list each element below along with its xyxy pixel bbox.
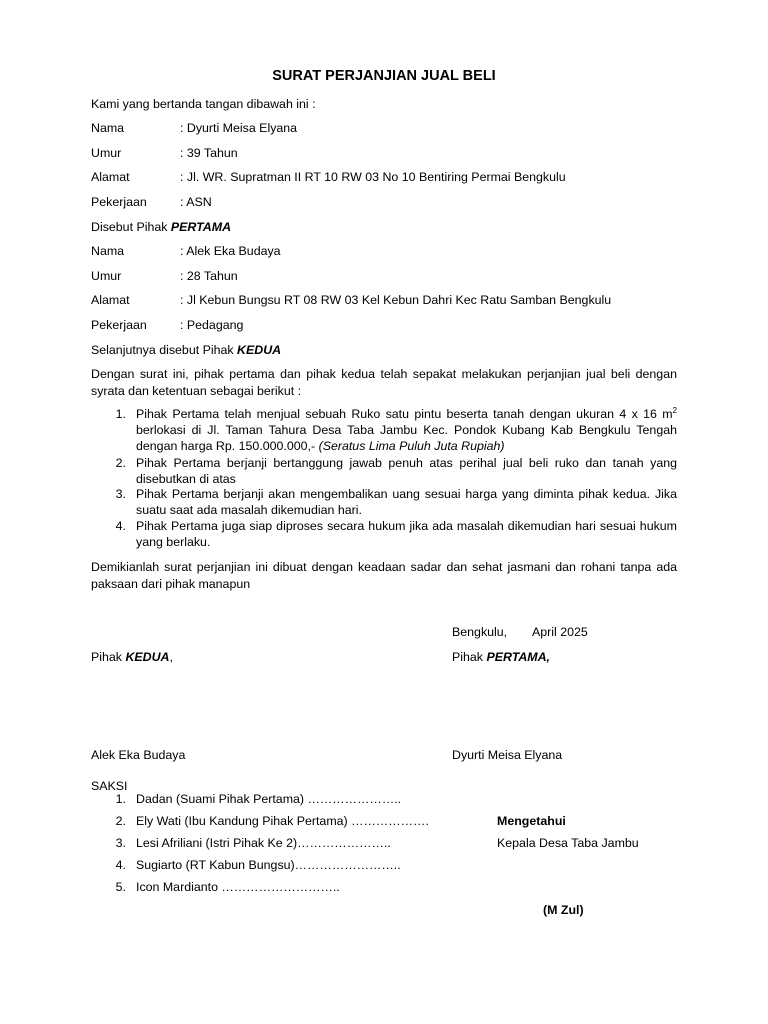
document-title: SURAT PERJANJIAN JUAL BELI bbox=[272, 68, 496, 84]
witness-number: 4. bbox=[115, 858, 126, 872]
price-in-words: (Seratus Lima Puluh Juta Rupiah) bbox=[318, 439, 505, 453]
first-party-signer: Dyurti Meisa Elyana bbox=[452, 748, 563, 762]
field-value: : Pedagang bbox=[180, 318, 244, 332]
field-label: Alamat bbox=[91, 293, 130, 307]
witness-text: Icon Mardianto ……………………….. bbox=[136, 880, 340, 894]
field-value: : ASN bbox=[180, 195, 212, 209]
agreement-intro: Dengan surat ini, pihak pertama dan pihak kedua telah sepakat melakukan perjanjian jual beli dengan syrata dan ketentuan sebagai berikut : bbox=[91, 367, 677, 398]
witness-number: 3. bbox=[115, 836, 126, 850]
sign-prefix: Pihak bbox=[452, 650, 487, 664]
field-value: : Alek Eka Budaya bbox=[180, 244, 281, 258]
designation-prefix: Selanjutnya disebut Pihak bbox=[91, 343, 238, 357]
term-text-part: Pihak Pertama telah menjual sebuah Ruko satu pintu beserta tanah dengan ukuran 4 x 16 m bbox=[136, 407, 673, 421]
field-label: Umur bbox=[91, 269, 122, 283]
term-item bbox=[112, 406, 677, 454]
sign-party-name: KEDUA bbox=[125, 650, 170, 664]
place: Bengkulu, bbox=[452, 625, 508, 639]
witness-item bbox=[112, 858, 401, 872]
term-text: Pihak Pertama juga siap diproses secara hukum jika ada masalah dikemudian hari sesuai hukum yang berlaku. bbox=[136, 519, 677, 549]
closing-text: Demikianlah surat perjanjian ini dibuat dengan keadaan sadar dan sehat jasmani dan rohani tanpa ada paksaan dari pihak manapun bbox=[91, 560, 677, 591]
witness-item bbox=[112, 880, 340, 894]
superscript: 2 bbox=[672, 405, 677, 415]
date: April 2025 bbox=[532, 625, 588, 639]
witness-heading: SAKSI bbox=[91, 779, 128, 793]
second-party-sign-label bbox=[91, 650, 173, 664]
sign-party-name: PERTAMA, bbox=[486, 650, 550, 664]
witness-number: 5. bbox=[115, 880, 126, 894]
witness-text: Ely Wati (Ibu Kandung Pihak Pertama) ………………. bbox=[136, 814, 429, 828]
field-label: Nama bbox=[91, 244, 125, 258]
witness-number: 2. bbox=[115, 814, 126, 828]
term-number: 1. bbox=[115, 407, 126, 421]
field-value: : 39 Tahun bbox=[180, 146, 238, 160]
term-text: Pihak Pertama berjanji bertanggung jawab penuh atas perihal jual beli ruko dan tanah yang disebutkan di atas bbox=[136, 456, 677, 486]
acknowledge-role: Kepala Desa Taba Jambu bbox=[497, 836, 639, 850]
witness-item bbox=[112, 792, 401, 806]
field-label: Pekerjaan bbox=[91, 318, 147, 332]
field-label: Nama bbox=[91, 121, 125, 135]
term-number: 2. bbox=[115, 456, 126, 470]
witness-item bbox=[112, 814, 429, 828]
witness-text: Sugiarto (RT Kabun Bungsu)…………………….. bbox=[136, 858, 401, 872]
term-text: Pihak Pertama berjanji akan mengembalikan uang sesuai harga yang diminta pihak kedua. Jika suatu saat ada masalah dikemudian hari. bbox=[136, 487, 677, 517]
acknowledge-name: (M Zul) bbox=[543, 903, 584, 917]
term-text bbox=[136, 406, 677, 454]
term-item bbox=[112, 518, 677, 550]
term-item bbox=[112, 486, 677, 518]
first-party-sign-label bbox=[452, 650, 550, 664]
designation-prefix: Disebut Pihak bbox=[91, 220, 171, 234]
second-party-signer: Alek Eka Budaya bbox=[91, 748, 186, 762]
second-party-designation bbox=[91, 343, 281, 357]
witness-item bbox=[112, 836, 391, 850]
designation-name: PERTAMA bbox=[170, 220, 232, 234]
term-number: 3. bbox=[115, 487, 126, 501]
field-value: : Jl. WR. Supratman II RT 10 RW 03 No 10 Bentiring Permai Bengkulu bbox=[180, 170, 566, 184]
term-number: 4. bbox=[115, 519, 126, 533]
witness-text: Lesi Afriliani (Istri Pihak Ke 2)………………….. bbox=[136, 836, 391, 850]
field-value: : 28 Tahun bbox=[180, 269, 238, 283]
sign-suffix: , bbox=[169, 650, 173, 664]
witness-number: 1. bbox=[115, 792, 126, 806]
term-text-part: berlokasi di Jl. Taman Tahura Desa Taba Jambu Kec. Pondok Kubang Kab Bengkulu Tengah dengan harga Rp. 150.000.000,- bbox=[136, 423, 677, 453]
field-value: : Dyurti Meisa Elyana bbox=[180, 121, 298, 135]
sign-prefix: Pihak bbox=[91, 650, 126, 664]
term-item bbox=[112, 455, 677, 487]
first-party-designation bbox=[91, 220, 231, 234]
field-label: Umur bbox=[91, 146, 122, 160]
intro-text: Kami yang bertanda tangan dibawah ini : bbox=[91, 97, 316, 111]
field-value: : Jl Kebun Bungsu RT 08 RW 03 Kel Kebun Dahri Kec Ratu Samban Bengkulu bbox=[180, 293, 612, 307]
witness-text: Dadan (Suami Pihak Pertama) ………………….. bbox=[136, 792, 402, 806]
field-label: Alamat bbox=[91, 170, 130, 184]
designation-name: KEDUA bbox=[237, 343, 282, 357]
acknowledge-heading: Mengetahui bbox=[497, 814, 566, 828]
field-label: Pekerjaan bbox=[91, 195, 147, 209]
